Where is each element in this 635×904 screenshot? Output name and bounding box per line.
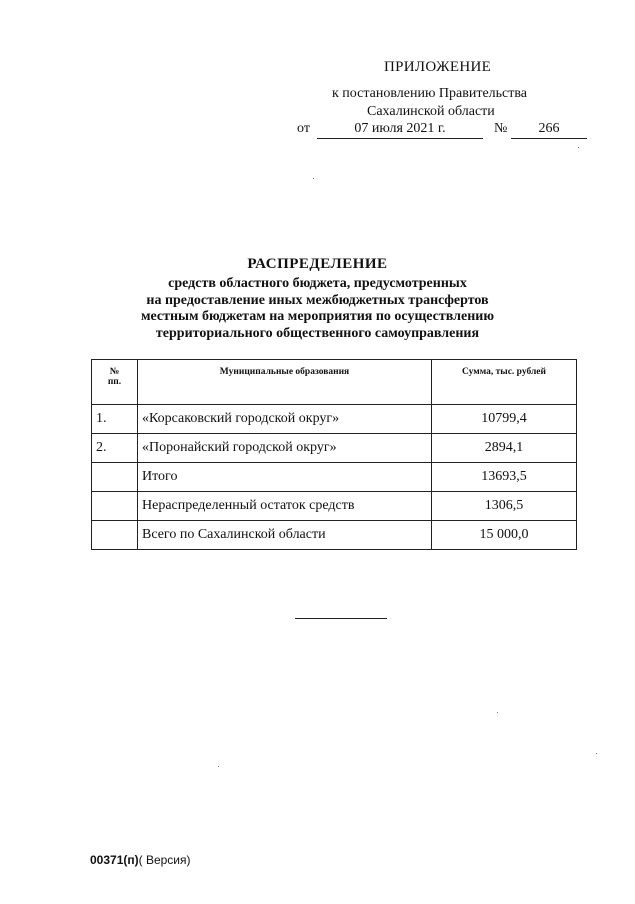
decree-date: 07 июля 2021 г. [317,121,483,139]
row-municipality: Итого [138,463,432,492]
distribution-table [91,359,577,550]
row-number: 1. [92,405,138,434]
subheading-line: местным бюджетам на мероприятия по осуществлению [140,309,495,324]
table-row [92,463,577,492]
row-number [92,492,138,521]
scan-speck [497,712,498,713]
annex-region-line: Сахалинской области [367,104,495,119]
subheading-line: на предоставление иных межбюджетных трансфертов [146,292,489,308]
row-amount: 10799,4 [432,405,577,434]
table-row [92,405,577,434]
scan-speck [218,766,219,767]
scan-speck [596,753,597,754]
scan-speck [313,178,314,179]
table-row [92,434,577,463]
document-heading: РАСПРЕДЕЛЕНИЕ [247,256,388,272]
row-municipality: «Корсаковский городской округ» [138,405,432,434]
row-amount: 13693,5 [432,463,577,492]
table-header-row [92,360,577,405]
from-label: от [297,121,310,136]
column-header-amount: Сумма, тыс. рублей [432,360,577,405]
document-footer [90,853,191,867]
scan-speck [578,147,579,148]
annex-title: ПРИЛОЖЕНИЕ [384,59,492,75]
number-label: № [494,121,508,136]
subheading-line: территориального общественного самоуправления [155,325,480,341]
document-subheading [0,276,635,342]
row-municipality: Нераспределенный остаток средств [138,492,432,521]
table-row [92,492,577,521]
footer-version: ( Версия) [138,853,191,867]
row-number [92,521,138,550]
footer-code: 00371(п) [90,853,139,867]
annex-decree-line: к постановлению Правительства [332,86,528,101]
row-municipality: Всего по Сахалинской области [138,521,432,550]
decree-number: 266 [511,121,587,139]
decree-date-number-row [297,121,589,141]
subheading-line: средств областного бюджета, предусмотренных [168,276,467,291]
column-header-number: № пп. [92,360,138,405]
row-number [92,463,138,492]
row-amount: 15 000,0 [432,521,577,550]
row-amount: 1306,5 [432,492,577,521]
table-row [92,521,577,550]
row-amount: 2894,1 [432,434,577,463]
closing-separator-line [295,618,387,619]
column-header-municipality: Муниципальные образования [138,360,432,405]
row-number: 2. [92,434,138,463]
row-municipality: «Поронайский городской округ» [138,434,432,463]
